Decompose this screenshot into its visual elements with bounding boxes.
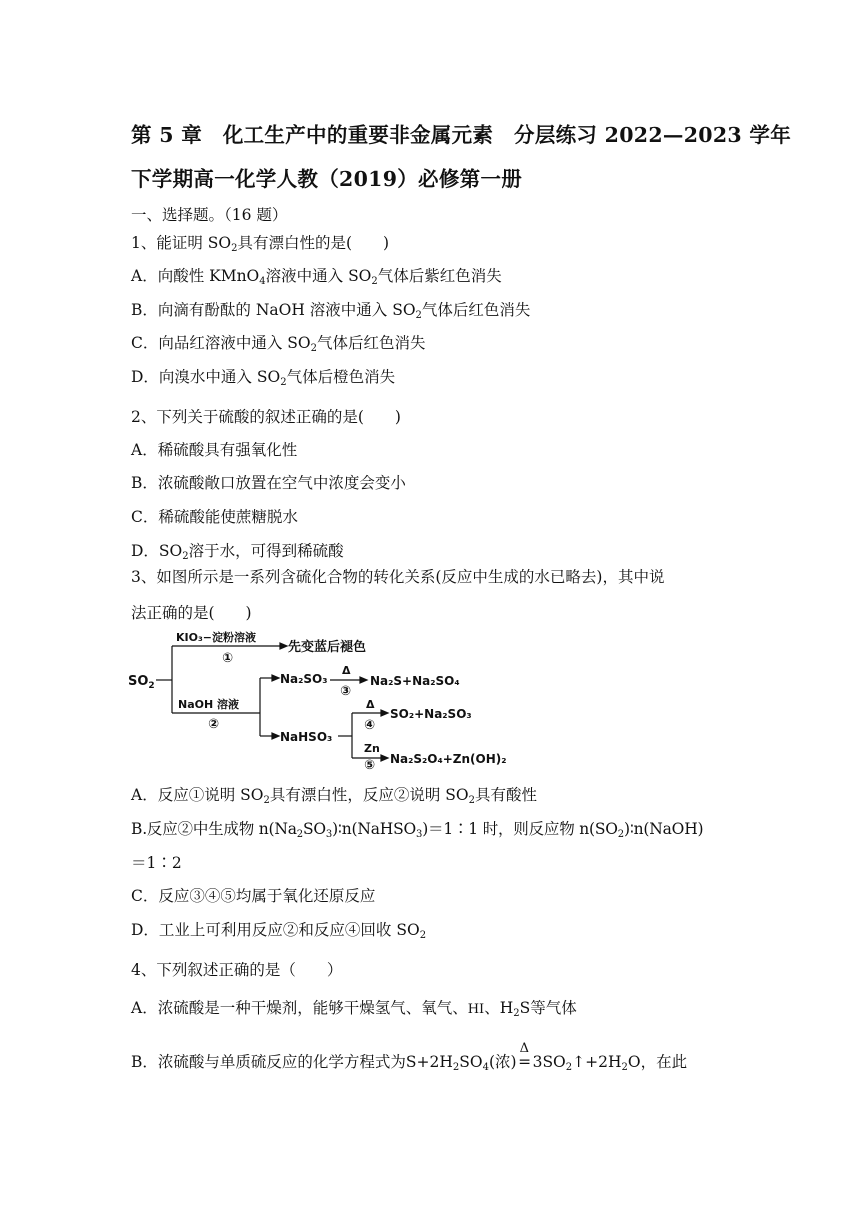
q1-option-b: B．向滴有酚酞的 NaOH 溶液中通入 $SO_2$气体后红色消失 (131, 301, 531, 321)
q3-option-b-line1: B.反应②中生成物 $n(Na_2SO_3)∶n(NaHSO_3)=1∶1$ 时，则反应物 $n(SO_2)∶n(NaOH)$ (131, 820, 704, 840)
diagram-so2: $SO_2$ (128, 674, 155, 691)
q3-stem-line2: 法正确的是( ) (131, 604, 252, 622)
diagram-na2so3: Na₂SO₃ (280, 672, 328, 686)
diagram-nahso3: NaHSO₃ (280, 730, 333, 744)
q1-option-c: C．向品红溶液中通入 $SO_2$气体后红色消失 (131, 334, 426, 354)
diagram-reagent2: NaOH 溶液 (178, 698, 240, 711)
diagram-n1: ① (222, 651, 234, 666)
diagram-n4: ④ (364, 718, 376, 733)
diagram-n2: ② (208, 717, 220, 732)
diagram-n5: ⑤ (364, 758, 376, 770)
q4-option-a: A．浓硫酸是一种干燥剂，能够干燥氢气、氧气、HI、$H_2S$等气体 (131, 999, 577, 1019)
diagram-result5: Na₂S₂O₄+Zn(OH)₂ (390, 752, 507, 766)
q4-option-b: B．浓硫酸与单质硫反应的化学方程式为$S+2H_2SO_4$(浓) Δ $=3SO_2↑+2H_2O$，在此 (131, 1041, 688, 1073)
doc-title-line1: 第 5 章 化工生产中的重要非金属元素 分层练习 2022—2023 学年 (131, 123, 792, 147)
diagram-zn: Zn (364, 742, 380, 755)
section-heading: 一、选择题。（16 题） (131, 206, 288, 224)
diagram-result3: Na₂S+Na₂SO₄ (370, 674, 460, 688)
q4-stem: 4、下列叙述正确的是（ ） (131, 961, 343, 979)
diagram-delta3: Δ (342, 664, 351, 677)
q2-option-c: C．稀硫酸能使蔗糖脱水 (131, 508, 298, 526)
q3-option-a: A．反应①说明 $SO_2$具有漂白性，反应②说明 $SO_2$具有酸性 (131, 786, 537, 806)
q3-option-c: C．反应③④⑤均属于氧化还原反应 (131, 887, 376, 905)
sulfur-conversion-diagram (128, 628, 528, 770)
diagram-result1: 先变蓝后褪色 (288, 640, 367, 655)
diagram-n3: ③ (340, 684, 352, 699)
diagram-result4: SO₂+Na₂SO₃ (390, 707, 472, 721)
doc-title-line2: 下学期高一化学人教（2019）必修第一册 (131, 167, 523, 191)
q3-stem-line1: 3、如图所示是一系列含硫化合物的转化关系(反应中生成的水已略去)，其中说 (131, 568, 665, 586)
q1-stem: 1、能证明 $SO_2$具有漂白性的是( ) (131, 234, 390, 254)
q3-option-d: D．工业上可利用反应②和反应④回收 $SO_2$ (131, 921, 427, 941)
diagram-delta4: Δ (366, 698, 375, 711)
q3-option-b-line2: ＝1∶2 (131, 854, 182, 872)
q2-option-b: B．浓硫酸敞口放置在空气中浓度会变小 (131, 474, 406, 492)
q2-stem: 2、下列关于硫酸的叙述正确的是( ) (131, 408, 401, 426)
q2-option-a: A．稀硫酸具有强氧化性 (131, 441, 298, 459)
q1-option-d: D．向溴水中通入 $SO_2$气体后橙色消失 (131, 368, 396, 388)
q2-option-d: D．$SO_2$溶于水，可得到稀硫酸 (131, 542, 344, 562)
diagram-reagent1: KIO₃−淀粉溶液 (176, 631, 257, 644)
q1-option-a: A．向酸性 KMnO$_4$溶液中通入 $SO_2$气体后紫红色消失 (131, 267, 502, 287)
